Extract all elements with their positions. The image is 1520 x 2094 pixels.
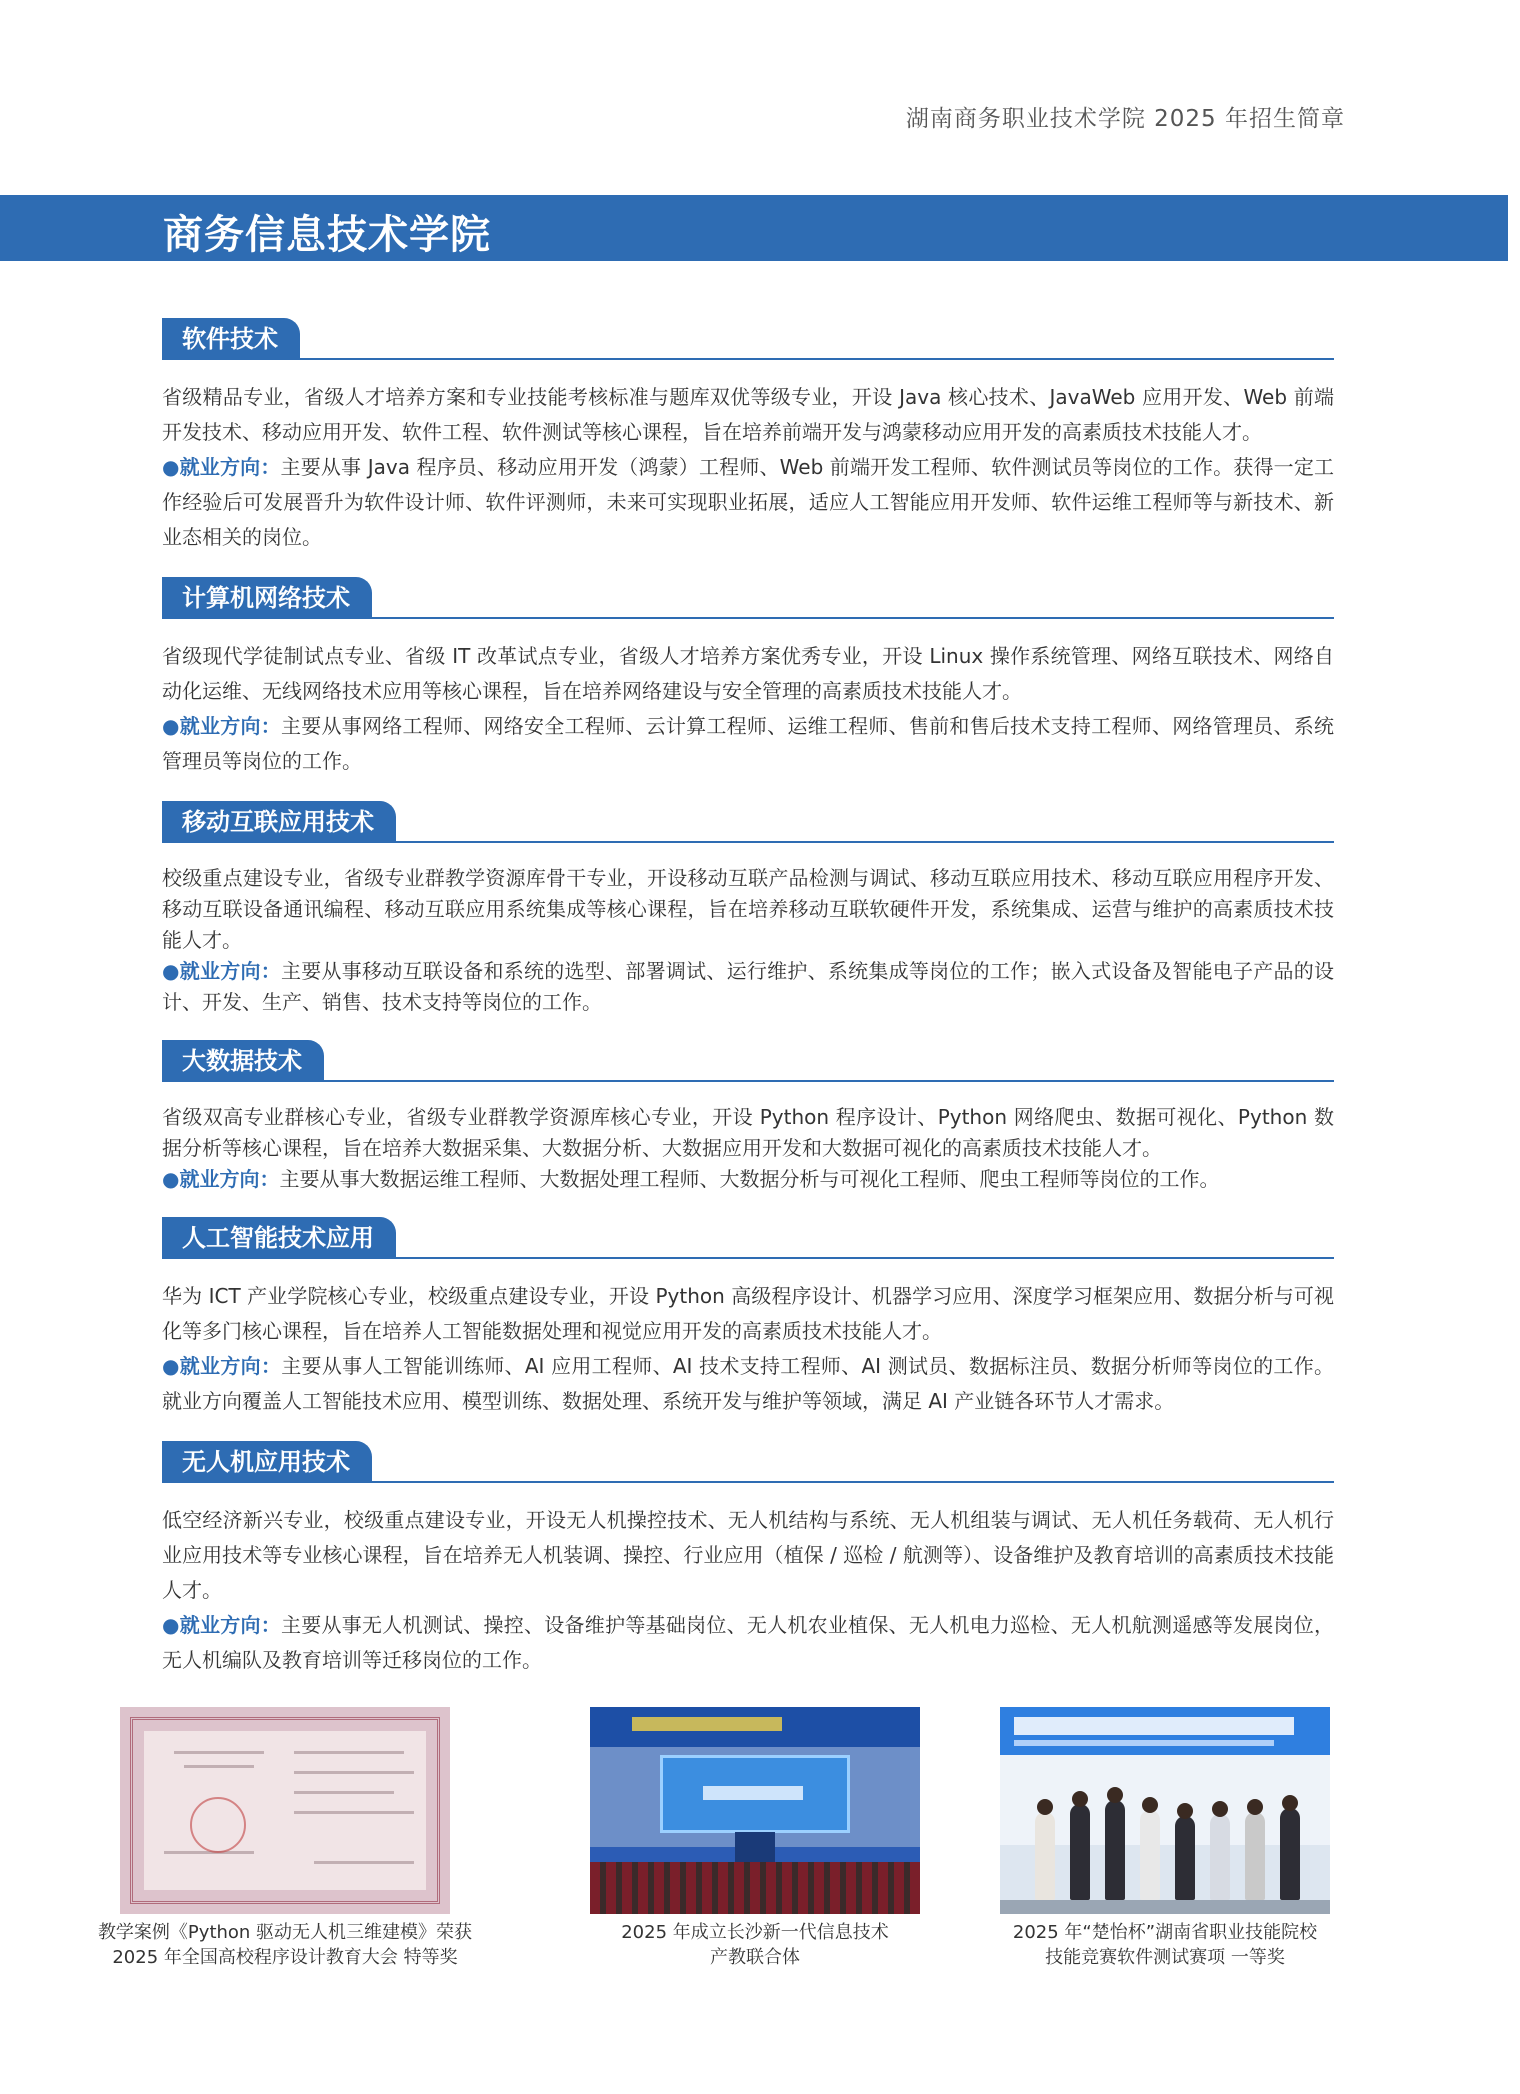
career-paragraph [162, 1608, 1334, 1678]
major-section-software [162, 318, 1334, 555]
person-head [1037, 1799, 1053, 1815]
screen-text [703, 1786, 803, 1800]
career-text: 主要从事无人机测试、操控、设备维护等基础岗位、无人机农业植保、无人机电力巡检、无人机航测遥感等发展岗位，无人机编队及教育培训等迁移岗位的工作。 [162, 1613, 1334, 1672]
major-title: 软件技术 [162, 318, 300, 360]
major-body [162, 1503, 1334, 1678]
person-figure [1105, 1800, 1125, 1900]
career-label: ●就业方向： [162, 455, 281, 479]
major-section-ai [162, 1217, 1334, 1419]
person-head [1142, 1797, 1158, 1813]
major-description: 低空经济新兴专业，校级重点建设专业，开设无人机操控技术、无人机结构与系统、无人机组装与调试、无人机任务载荷、无人机行业应用技术等专业核心课程，旨在培养无人机装调、操控、行业应用（植保 / 巡检 / 航测等）、设备维护及教育培训的高素质技术技能人才。 [162, 1508, 1334, 1602]
career-paragraph [162, 1349, 1334, 1419]
career-text: 主要从事移动互联设备和系统的选型、部署调试、运行维护、系统集成等岗位的工作；嵌入式设备及智能电子产品的设计、开发、生产、销售、技术支持等岗位的工作。 [162, 959, 1334, 1014]
award-banner-title [1014, 1717, 1294, 1735]
certificate-text-line [294, 1751, 404, 1754]
major-header [162, 318, 1334, 360]
person-figure [1245, 1812, 1265, 1900]
conference-podium [735, 1832, 775, 1862]
major-header [162, 1040, 1334, 1082]
career-text: 主要从事人工智能训练师、AI 应用工程师、AI 技术支持工程师、AI 测试员、数据标注员、数据分析师等岗位的工作。就业方向覆盖人工智能技术应用、模型训练、数据处理、系统开发与维护等领域，满足 AI 产业链各环节人才需求。 [162, 1354, 1335, 1413]
major-description: 省级现代学徒制试点专业、省级 IT 改革试点专业，省级人才培养方案优秀专业，开设 Linux 操作系统管理、网络互联技术、网络自动化运维、无线网络技术应用等核心课程，旨在培养网络建设与安全管理的高素质技术技能人才。 [162, 644, 1334, 703]
person-figure [1140, 1810, 1160, 1900]
conference-banner-text [632, 1717, 782, 1731]
award-photo-icon [1000, 1707, 1330, 1914]
conference-audience [590, 1862, 920, 1914]
career-text: 主要从事网络工程师、网络安全工程师、云计算工程师、运维工程师、售前和售后技术支持工程师、网络管理员、系统管理员等岗位的工作。 [162, 714, 1334, 773]
career-label: ●就业方向： [162, 1354, 282, 1378]
certificate-text-line [294, 1791, 394, 1794]
major-title: 无人机应用技术 [162, 1441, 372, 1483]
major-header [162, 801, 1334, 843]
person-figure [1175, 1816, 1195, 1900]
major-body [162, 1102, 1334, 1195]
photo-gallery [0, 1707, 1520, 2007]
major-description: 校级重点建设专业，省级专业群教学资源库骨干专业，开设移动互联产品检测与调试、移动互联应用技术、移动互联应用程序开发、移动互联设备通讯编程、移动互联应用系统集成等核心课程，旨在培养移动互联软硬件开发，系统集成、运营与维护的高素质技术技能人才。 [162, 866, 1334, 952]
major-header [162, 577, 1334, 619]
person-head [1282, 1795, 1298, 1811]
certificate-photo-icon [120, 1707, 450, 1914]
career-label: ●就业方向： [162, 959, 281, 983]
career-paragraph [162, 709, 1334, 779]
certificate-text-line [174, 1751, 264, 1754]
career-paragraph [162, 956, 1334, 1018]
photo-caption [70, 1920, 500, 1970]
major-section-bigdata [162, 1040, 1334, 1195]
award-floor [1000, 1900, 1330, 1914]
career-paragraph [162, 450, 1334, 555]
certificate-paper [144, 1731, 426, 1890]
major-title: 移动互联应用技术 [162, 801, 396, 843]
major-header [162, 1441, 1334, 1483]
person-figure [1210, 1814, 1230, 1900]
person-head [1072, 1791, 1088, 1807]
career-label: ●就业方向： [162, 1613, 281, 1637]
major-description: 省级双高专业群核心专业，省级专业群教学资源库核心专业，开设 Python 程序设计、Python 网络爬虫、数据可视化、Python 数据分析等核心课程，旨在培养大数据采集、大数据分析、大数据应用开发和大数据可视化的高素质技术技能人才。 [162, 1105, 1334, 1160]
major-title: 计算机网络技术 [162, 577, 372, 619]
photo-item-certificate [70, 1707, 500, 1970]
school-header: 湖南商务职业技术学院 2025 年招生简章 [905, 106, 1345, 132]
career-label: ●就业方向： [162, 714, 281, 738]
career-text: 主要从事 Java 程序员、移动应用开发（鸿蒙）工程师、Web 前端开发工程师、软件测试员等岗位的工作。获得一定工作经验后可发展晋升为软件设计师、软件评测师，未来可实现职业拓展，适应人工智能应用开发师、软件运维工程师等与新技术、新业态相关的岗位。 [162, 455, 1335, 549]
major-description: 省级精品专业，省级人才培养方案和专业技能考核标准与题库双优等级专业，开设 Java 核心技术、JavaWeb 应用开发、Web 前端开发技术、移动应用开发、软件工程、软件测试等核心课程，旨在培养前端开发与鸿蒙移动应用开发的高素质技术技能人才。 [162, 385, 1334, 444]
college-title: 商务信息技术学院 [163, 212, 491, 258]
major-section-drone [162, 1441, 1334, 1678]
rule-line [162, 358, 1334, 360]
caption-line: 2025 年全国高校程序设计教育大会 特等奖 [112, 1947, 458, 1968]
majors-list [162, 318, 1334, 1700]
caption-line: 产教联合体 [710, 1947, 800, 1968]
certificate-text-line [314, 1861, 414, 1864]
major-body [162, 639, 1334, 779]
major-section-mobile [162, 801, 1334, 1018]
photo-caption [540, 1920, 970, 1970]
major-header [162, 1217, 1334, 1259]
person-figure [1035, 1812, 1055, 1900]
major-title: 大数据技术 [162, 1040, 324, 1082]
rule-line [162, 1080, 1334, 1082]
caption-line: 教学案例《Python 驱动无人机三维建模》荣获 [97, 1922, 473, 1943]
photo-item-award [950, 1707, 1380, 1970]
person-figure [1280, 1808, 1300, 1900]
caption-line: 2025 年成立长沙新一代信息技术 [621, 1922, 889, 1943]
photo-item-conference [540, 1707, 970, 1970]
person-head [1247, 1799, 1263, 1815]
major-title: 人工智能技术应用 [162, 1217, 396, 1259]
major-description: 华为 ICT 产业学院核心专业，校级重点建设专业，开设 Python 高级程序设计、机器学习应用、深度学习框架应用、数据分析与可视化等多门核心课程，旨在培养人工智能数据处理和视觉应用开发的高素质技术技能人才。 [162, 1284, 1334, 1343]
caption-line: 技能竞赛软件测试赛项 一等奖 [1045, 1947, 1285, 1968]
major-body [162, 380, 1334, 555]
conference-photo-icon [590, 1707, 920, 1914]
career-text: 主要从事大数据运维工程师、大数据处理工程师、大数据分析与可视化工程师、爬虫工程师等岗位的工作。 [279, 1167, 1220, 1191]
person-head [1212, 1801, 1228, 1817]
award-banner-subtitle [1014, 1740, 1274, 1746]
career-label: ●就业方向： [162, 1167, 280, 1191]
certificate-text-line [294, 1811, 414, 1814]
certificate-text-line [294, 1771, 414, 1774]
certificate-text-line [184, 1765, 254, 1768]
caption-line: 2025 年“楚怡杯”湖南省职业技能院校 [1012, 1922, 1318, 1943]
career-paragraph [162, 1164, 1334, 1195]
seal-icon [190, 1797, 246, 1853]
major-section-network [162, 577, 1334, 779]
conference-screen [660, 1755, 850, 1833]
photo-caption [950, 1920, 1380, 1970]
person-figure [1070, 1804, 1090, 1900]
person-head [1107, 1787, 1123, 1803]
person-head [1177, 1803, 1193, 1819]
major-body [162, 863, 1334, 1018]
college-banner [0, 195, 1508, 261]
major-body [162, 1279, 1334, 1419]
